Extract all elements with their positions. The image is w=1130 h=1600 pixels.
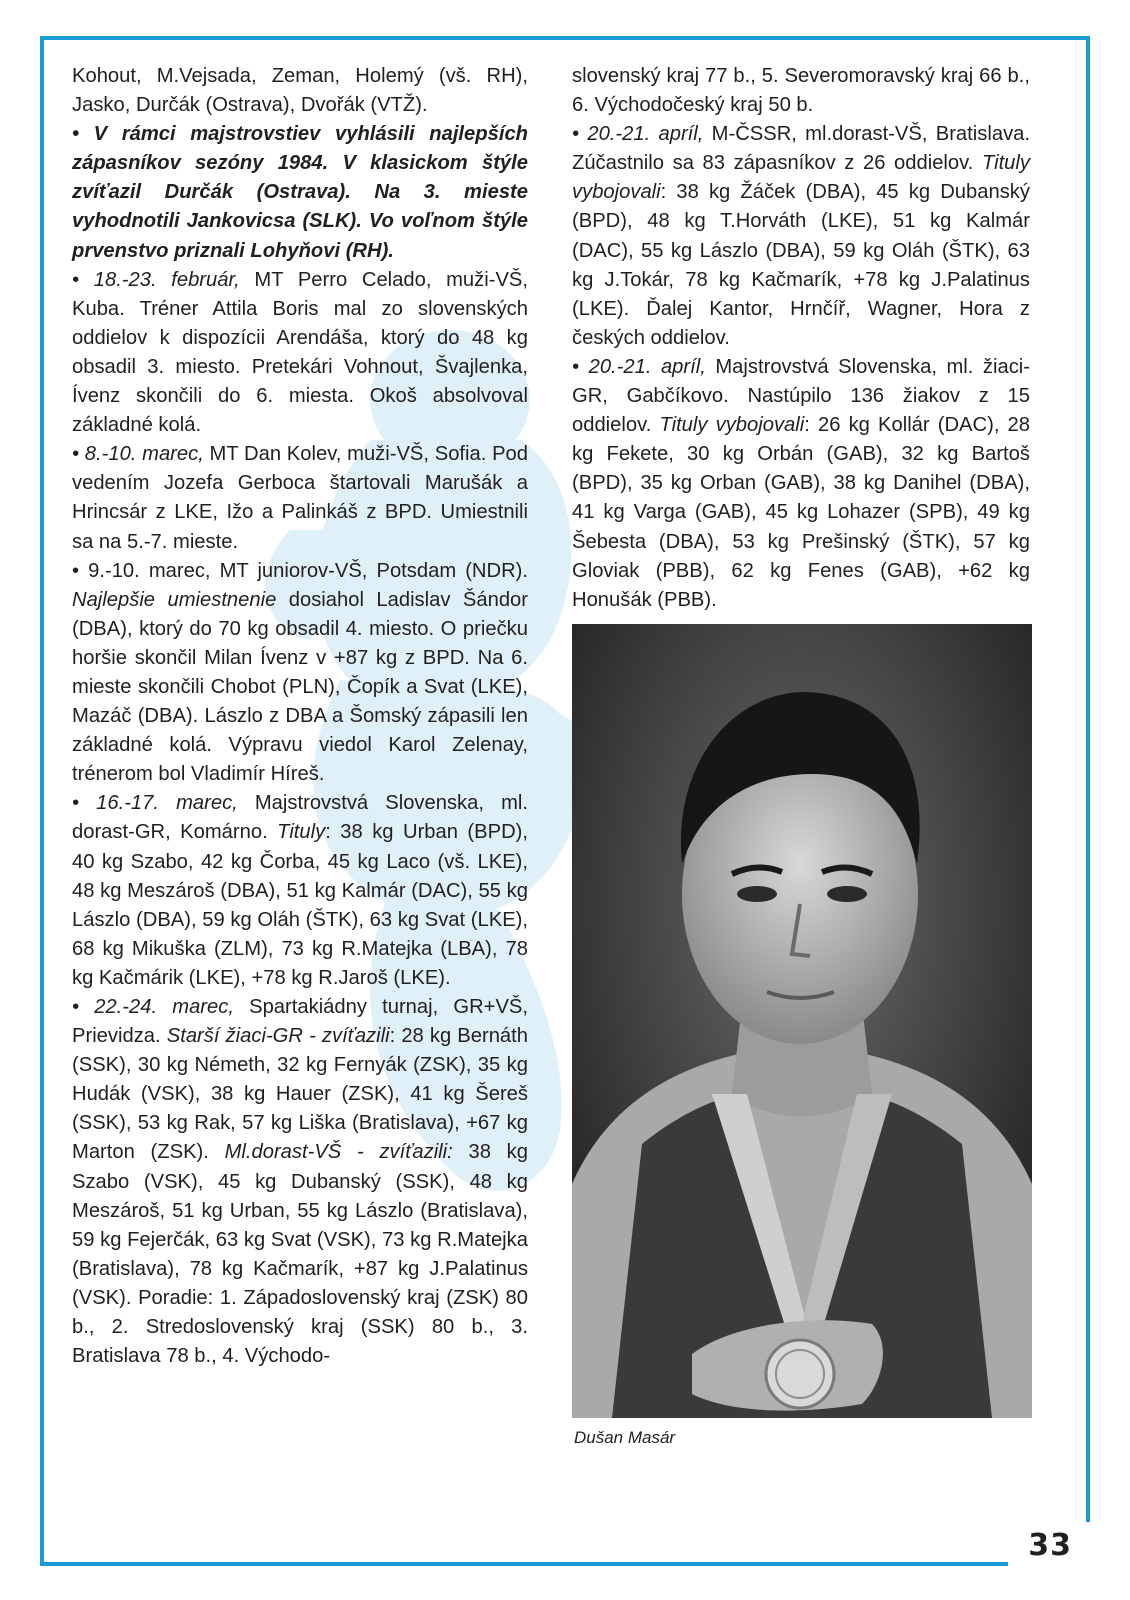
left-column [72, 62, 528, 1371]
paragraph: • 9.-10. marec, MT juniorov-VŠ, Potsdam (NDR). Najlepšie umiestnenie dosiahol Ladislav Šándor (DBA), ktorý do 70 kg obsadil 4. miesto. O priečku horšie skončil Milan Ívenz v +87 kg z BPD. Na 6. mieste skončili Chobot (PLN), Čopík a Svat (LKE), Mazáč (DBA). Lászlo z DBA a Šomský zápasili len základné kolá. Výpravu viedol Karol Zelenay, trénerom bol Vladimír Híreš. [72, 559, 528, 786]
portrait-illustration [572, 624, 1032, 1418]
photo-caption: Dušan Masár [574, 1428, 676, 1447]
paragraph: • 20.-21. apríl, M-ČSSR, ml.dorast-VŠ, Bratislava. Zúčastnilo sa 83 zápasníkov z 26 oddielov. Tituly vybojovali: 38 kg Žáček (DBA), 45 kg Dubanský (BPD), 48 kg T.Horváth (LKE), 51 kg Kalmár (DAC), 55 kg Lászlo (DBA), 59 kg Oláh (ŠTK), 63 kg J.Tokár, 78 kg Kačmarík, +78 kg J.Palatinus (LKE). Ďalej Kantor, Hrnčíř, Wagner, Hora z českých oddielov. [572, 123, 1030, 349]
paragraph: slovenský kraj 77 b., 5. Severomoravský kraj 66 b., 6. Východočeský kraj 50 b. [572, 65, 1030, 117]
paragraph: • 18.-23. február, MT Perro Celado, muži-VŠ, Kuba. Tréner Attila Boris mal zo slovenských oddielov k dispozícii Arendáša, ktorý do 48 kg obsadil 3. miesto. Pretekári Vohnout, Švajlenka, Ívenz skončili do 6. miesta. Okoš absolvoval základné kolá. [72, 268, 528, 437]
paragraph: Kohout, M.Vejsada, Zeman, Holemý (vš. RH), Jasko, Durčák (Ostrava), Dvořák (VTŽ). [72, 65, 528, 117]
paragraph: • 20.-21. apríl, Majstrovstvá Slovenska, ml. žiaci-GR, Gabčíkovo. Nastúpilo 136 žiakov z 15 oddielov. Tituly vybojovali: 26 kg Kollár (DAC), 28 kg Fekete, 30 kg Orbán (GAB), 32 kg Bartoš (BPD), 35 kg Orban (GAB), 38 kg Danihel (DBA), 41 kg Varga (GAB), 45 kg Lohazer (SPB), 49 kg Šebesta (DBA), 53 kg Prešinský (ŠTK), 57 kg Gloviak (PBB), 62 kg Fenes (GAB), +62 kg Honušák (PBB). [572, 355, 1031, 611]
portrait-photo [572, 624, 1032, 1418]
highlight-paragraph: • V rámci majstrovstiev vyhlásili najlepších zápasníkov sezóny 1984. V klasickom štýle zvíťazil Durčák (Ostrava). Na 3. mieste vyhodnotili Jankovicsa (SLK). Vo voľnom štýle prvenstvo priznali Lohyňovi (RH). [72, 123, 528, 262]
paragraph: • 8.-10. marec, MT Dan Kolev, muži-VŠ, Sofia. Pod vedením Jozefa Gerboca štartovali Marušák a Hrincsár z LKE, Ižo a Palinkáš z BPD. Umiestnili sa na 5.-7. mieste. [72, 443, 528, 553]
paragraph: • 22.-24. marec, Spartakiádny turnaj, GR+VŠ, Prievidza. Starší žiaci-GR - zvíťazili: 28 kg Bernáth (SSK), 30 kg Németh, 32 kg Fernyák (ZSK), 35 kg Hudák (VSK), 38 kg Hauer (ZSK), 41 kg Šereš (SSK), 53 kg Rak, 57 kg Liška (Bratislava), +67 kg Marton (ZSK). Ml.dorast-VŠ - zvíťazili: 38 kg Szabo (VSK), 45 kg Dubanský (SSK), 48 kg Meszároš, 51 kg Urban, 55 kg Lászlo (Bratislava), 59 kg Fejerčák, 63 kg Svat (VSK), 73 kg R.Matejka (Bratislava), 78 kg Kačmarík, +87 kg J.Palatinus (VSK). Poradie: 1. Západoslovenský kraj (ZSK) 80 b., 2. Stredoslovenský kraj (SSK) 80 b., 3. Bratislava 78 b., 4. Východo- [72, 996, 528, 1368]
page-number: 33 [1028, 1528, 1072, 1563]
paragraph: • 16.-17. marec, Majstrovstvá Slovenska, ml. dorast-GR, Komárno. Tituly: 38 kg Urban (BPD), 40 kg Szabo, 42 kg Čorba, 45 kg Laco (vš. LKE), 48 kg Meszároš (DBA), 51 kg Kalmár (DAC), 55 kg Lászlo (DBA), 59 kg Oláh (ŠTK), 63 kg Svat (LKE), 68 kg Mikuška (ZLM), 73 kg R.Matejka (LBA), 78 kg Kačmárik (LKE), +78 kg R.Jaroš (LKE). [72, 792, 528, 989]
right-column [572, 62, 1030, 615]
